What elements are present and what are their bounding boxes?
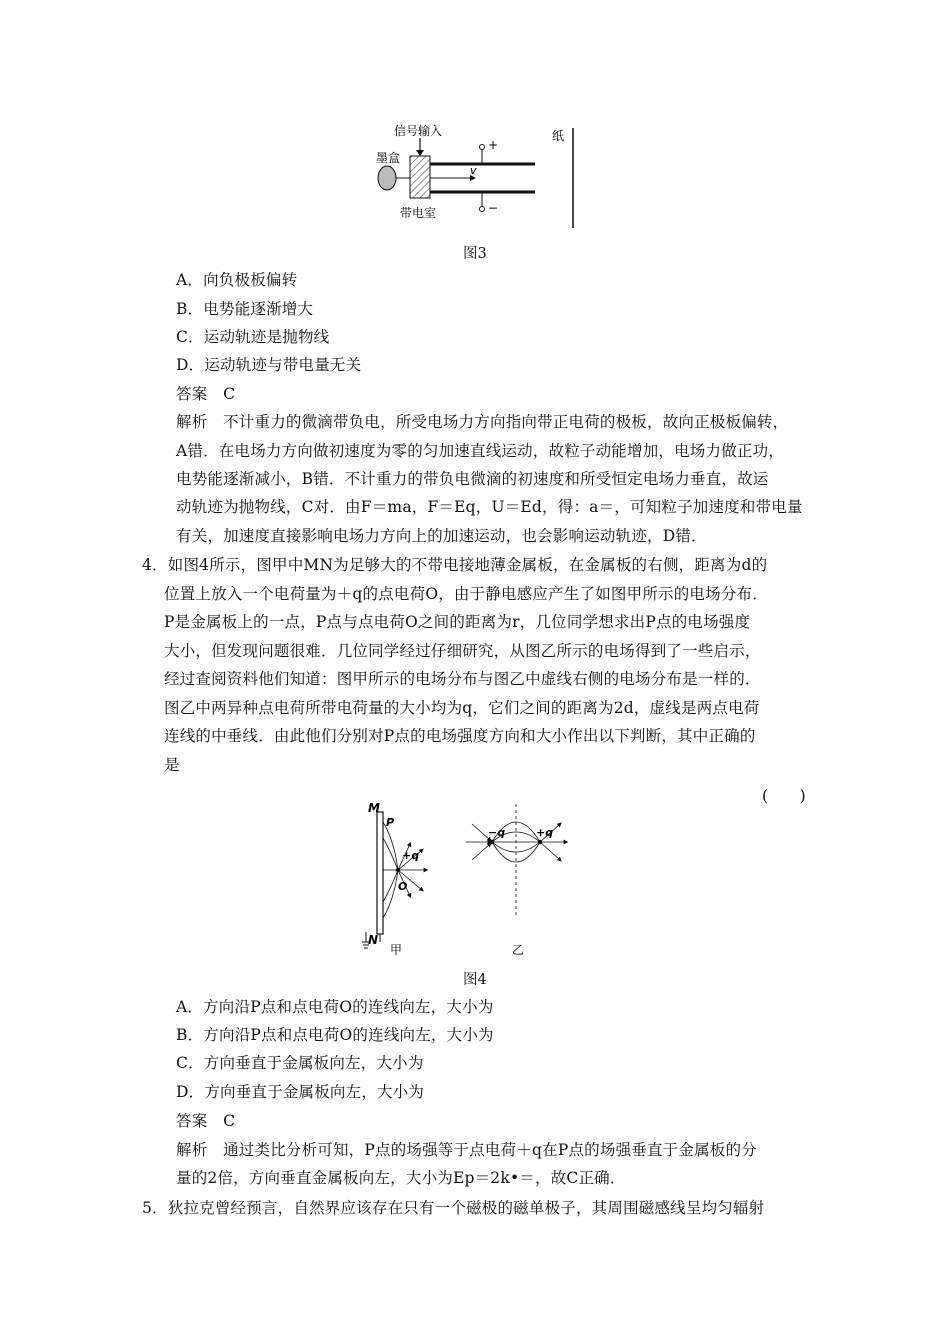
q3-option-d: D．运动轨迹与带电量无关 xyxy=(176,356,362,374)
q3-analysis-line: 电势能逐渐减小，B错．不计重力的带负电微滴的初速度和所受恒定电场力垂直，故运 xyxy=(176,470,769,488)
q4-option-a: A．方向沿P点和点电荷O的连线向左，大小为 xyxy=(176,998,494,1016)
label-p: P xyxy=(386,816,395,829)
q4-answer-bracket: ( ) xyxy=(762,787,806,805)
q4-stem-line: 4．如图4所示，图甲中MN为足够大的不带电接地薄金属板，在金属板的右侧，距离为d的 xyxy=(142,556,768,574)
q3-analysis-line: 有关，加速度直接影响电场力方向上的加速运动，也会影响运动轨迹，D错． xyxy=(176,527,707,545)
figure-3-caption: 图3 xyxy=(463,246,487,262)
q5-stem: 5．狄拉克曾经预言，自然界应该存在只有一个磁极的磁单极子，其周围磁感线呈均匀辐射 xyxy=(142,1199,765,1217)
label-m: M xyxy=(368,801,380,815)
q4-stem-line: 位置上放入一个电荷量为＋q的点电荷O，由于静电感应产生了如图甲所示的电场分布． xyxy=(164,585,768,603)
q4-answer: 答案 C xyxy=(176,1112,236,1130)
svg-text:v: v xyxy=(470,164,477,177)
label-o: O xyxy=(398,880,408,893)
q4-stem-line: P是金属板上的一点，P点与点电荷O之间的距离为r，几位同学想求出P点的电场强度 xyxy=(164,613,751,631)
label-plus-q-yi: +q xyxy=(536,826,554,839)
q4-stem-line: 是 xyxy=(164,756,180,774)
q4-stem-line: 大小，但发现问题很难．几位同学经过仔细研究，从图乙所示的电场得到了一些启示， xyxy=(164,642,761,660)
label-yi: 乙 xyxy=(512,943,525,957)
figure-4 xyxy=(360,800,590,960)
label-jia: 甲 xyxy=(390,943,403,957)
svg-text:+: + xyxy=(488,138,499,152)
figure-4-caption: 图4 xyxy=(463,972,487,988)
q3-option-b: B．电势能逐渐增大 xyxy=(176,300,314,318)
label-minus-q: −q xyxy=(488,826,506,839)
q3-analysis-line: A错．在电场力方向做初速度为零的匀加速直线运动，故粒子动能增加，电场力做正功， xyxy=(176,442,784,460)
svg-text:−: − xyxy=(488,201,499,215)
q4-stem-line: 图乙中两异种点电荷所带电荷量的大小均为q，它们之间的距离为2d，虚线是两点电荷 xyxy=(164,699,760,717)
q3-option-a: A．向负极板偏转 xyxy=(176,271,298,289)
paper-label: 纸 xyxy=(552,129,565,143)
charge-chamber-label: 带电室 xyxy=(400,206,437,220)
q3-analysis-line: 解析 不计重力的微滴带负电，所受电场力方向指向带正电荷的极板，故向正极板偏转， xyxy=(176,413,789,431)
q4-analysis-line: 量的2倍，方向垂直金属板向左，大小为Ep＝2k•＝，故C正确． xyxy=(176,1169,626,1187)
ink-box-label: 墨盒 xyxy=(376,151,401,165)
figure-3 xyxy=(370,120,590,232)
q4-stem-line: 连线的中垂线．由此他们分别对P点的电场强度方向和大小作出以下判断，其中正确的 xyxy=(164,727,756,745)
q3-answer: 答案 C xyxy=(176,385,236,403)
q4-option-d: D．方向垂直于金属板向左，大小为 xyxy=(176,1083,425,1101)
q3-analysis-line: 动轨迹为抛物线，C对．由F＝ma，F＝Eq，U＝Ed，得：a＝，可知粒子加速度和带电量 xyxy=(176,498,803,516)
q4-option-c: C．方向垂直于金属板向左，大小为 xyxy=(176,1054,424,1072)
label-plus-q: +q xyxy=(402,849,420,862)
signal-input-label: 信号输入 xyxy=(394,124,443,138)
q4-stem-line: 经过查阅资料他们知道：图甲所示的电场分布与图乙中虚线右侧的电场分布是一样的． xyxy=(164,670,761,688)
q4-analysis-line: 解析 通过类比分析可知，P点的场强等于点电荷＋q在P点的场强垂直于金属板的分 xyxy=(176,1141,757,1159)
label-n: N xyxy=(368,933,379,947)
q3-option-c: C．运动轨迹是抛物线 xyxy=(176,328,330,346)
q4-option-b: B．方向沿P点和点电荷O的连线向左，大小为 xyxy=(176,1026,494,1044)
